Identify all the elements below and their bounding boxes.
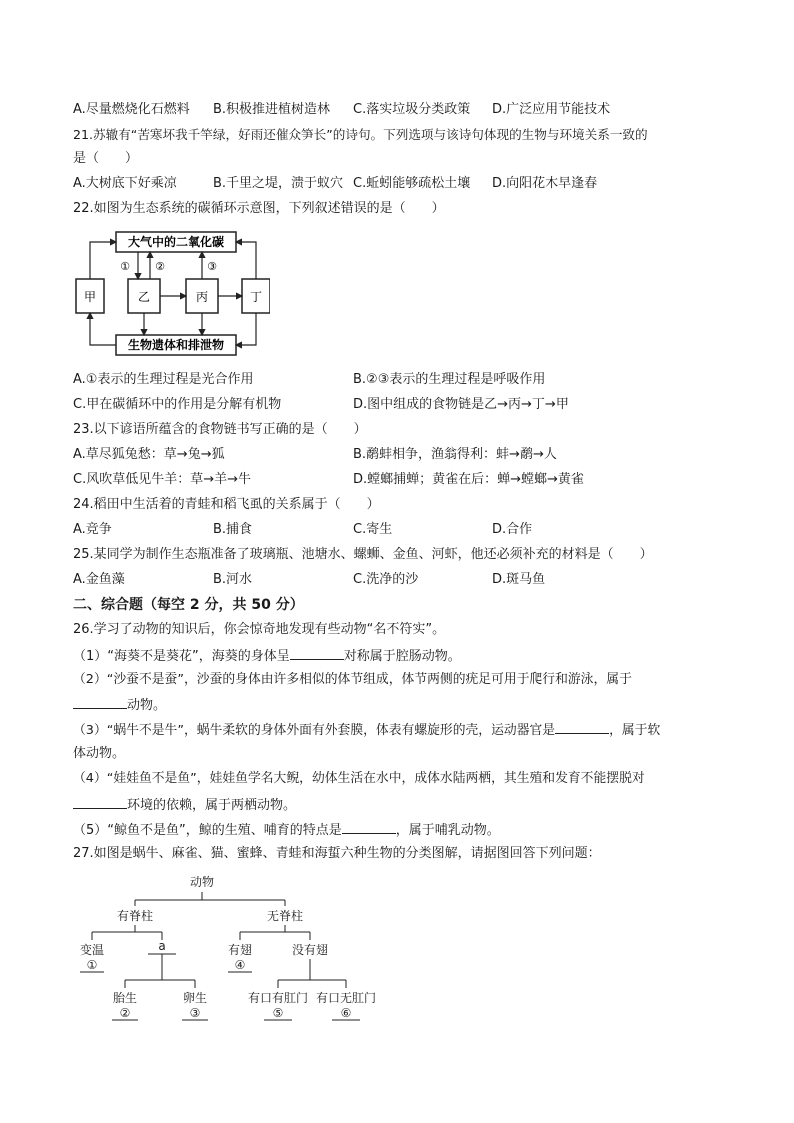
q22-option-c: C.甲在碳循环中的作用是分解有机物 (73, 397, 282, 412)
tree-winged: 有翅 (227, 943, 253, 957)
classification-tree (70, 870, 390, 1030)
label-bing: 丙 (195, 290, 209, 304)
q22-option-d: D.图中组成的食物链是乙→丙→丁→甲 (353, 397, 569, 412)
marker-1: ① (120, 260, 130, 273)
answer-blank[interactable] (342, 821, 396, 834)
marker-3: ③ (207, 260, 217, 273)
tree-invertebrate: 无脊柱 (266, 909, 304, 923)
q22-option-a: A.①表示的生理过程是光合作用 (73, 372, 254, 387)
tree-root: 动物 (189, 875, 215, 889)
q25-stem: 25.某同学为制作生态瓶准备了玻璃瓶、池塘水、螺蛳、金鱼、河虾，他还必须补充的材料是（ ） (73, 547, 653, 562)
section2-title: 二、综合题（每空 2 分，共 50 分） (73, 597, 304, 613)
q23-option-a: A.草尽狐兔愁：草→兔→狐 (73, 447, 225, 462)
q25-option-b: B.河水 (213, 572, 253, 587)
tree-label-a: a (158, 939, 166, 953)
label-yi: 乙 (137, 290, 151, 304)
q20-option-d: D.广泛应用节能技术 (492, 102, 611, 117)
q24-option-a: A.竞争 (73, 522, 112, 537)
q26-part4-line1: （4）“娃娃鱼不是鱼”，娃娃鱼学名大鲵，幼体生活在水中，成体水陆两栖，其生殖和发育不能摆脱对 (73, 771, 645, 786)
co2-label: 大气中的二氧化碳 (127, 235, 225, 249)
tree-n2: ② (119, 1006, 131, 1020)
tree-with-anus: 有口有肛门 (247, 991, 309, 1005)
q23-stem: 23.以下谚语所蕴含的食物链书写正确的是（ ） (73, 422, 367, 437)
q25-option-a: A.金鱼藻 (73, 572, 125, 587)
q24-option-c: C.寄生 (353, 522, 393, 537)
q23-option-d: D.螳螂捕蝉；黄雀在后：蝉→螳螂→黄雀 (353, 472, 584, 487)
q24-stem: 24.稻田中生活着的青蛙和稻飞虱的关系属于（ ） (73, 497, 380, 512)
label-jia: 甲 (83, 290, 97, 304)
q21-option-d: D.向阳花木早逢春 (492, 176, 598, 191)
q20-option-a: A.尽量燃烧化石燃料 (73, 102, 190, 117)
tree-vertebrate: 有脊柱 (116, 909, 154, 923)
q21-option-c: C.蚯蚓能够疏松土壤 (353, 176, 471, 191)
answer-blank[interactable] (73, 696, 127, 709)
tree-without-anus: 有口无肛门 (315, 991, 377, 1005)
tree-cold-blooded: 变温 (79, 943, 105, 957)
q22-stem: 22.如图为生态系统的碳循环示意图，下列叙述错误的是（ ） (73, 201, 445, 216)
q23-option-b: B.鹬蚌相争，渔翁得利：蚌→鹬→人 (353, 447, 557, 462)
answer-blank[interactable] (73, 796, 127, 809)
q20-option-c: C.落实垃圾分类政策 (353, 102, 471, 117)
q26-part2-line1: （2）“沙蚕不是蚕”，沙蚕的身体由许多相似的体节组成，体节两侧的疣足可用于爬行和游泳，属于 (73, 672, 632, 687)
answer-blank[interactable] (290, 647, 344, 660)
q20-option-b: B.积极推进植树造林 (213, 102, 331, 117)
q25-option-c: C.洗净的沙 (353, 572, 419, 587)
q21-option-b: B.千里之堤，溃于蚁穴 (213, 176, 344, 191)
tree-n5: ⑤ (272, 1006, 284, 1020)
q21-stem-line2: 是（ ） (73, 151, 139, 166)
q27-stem: 27.如图是蜗牛、麻雀、猫、蜜蜂、青蛙和海蜇六种生物的分类图解，请据图回答下列问题： (73, 846, 601, 861)
tree-wingless: 没有翅 (291, 943, 329, 957)
q26-part2-line2: 动物。 (73, 696, 166, 714)
q21-option-a: A.大树底下好乘凉 (73, 176, 177, 191)
tree-n1: ① (86, 958, 98, 972)
q23-option-c: C.风吹草低见牛羊：草→羊→牛 (73, 472, 251, 487)
marker-2: ② (155, 260, 165, 273)
tree-oviparous: 卵生 (182, 991, 208, 1005)
q24-option-d: D.合作 (492, 522, 533, 537)
answer-blank[interactable] (555, 721, 609, 734)
tree-n3: ③ (189, 1006, 201, 1020)
carbon-cycle-diagram (70, 222, 270, 362)
q26-part1: （1）“海葵不是葵花”，海葵的身体呈 对称属于腔肠动物。 (73, 649, 461, 664)
remains-label: 生物遗体和排泄物 (127, 338, 225, 352)
q26-stem: 26.学习了动物的知识后，你会惊奇地发现有些动物“名不符实”。 (73, 622, 446, 637)
tree-n6: ⑥ (340, 1006, 352, 1020)
q26-part5: （5）“鲸鱼不是鱼”，鲸的生殖、哺育的特点是 ，属于哺乳动物。 (73, 823, 500, 838)
q26-part3-line1: （3）“蜗牛不是牛”，蜗牛柔软的身体外面有外套膜，体表有螺旋形的壳，运动器官是 ，属于软 (73, 723, 661, 738)
q26-part4-line2: 环境的依赖，属于两栖动物。 (73, 796, 296, 814)
q26-part3-line2: 体动物。 (73, 746, 126, 761)
q21-stem-line1: 21.苏辙有“苦寒坏我千竿绿，好雨还催众笋长”的诗句。下列选项与该诗句体现的生物与环境关系一致的 (73, 127, 648, 142)
q22-option-b: B.②③表示的生理过程是呼吸作用 (353, 372, 546, 387)
tree-n4: ④ (234, 958, 246, 972)
q24-option-b: B.捕食 (213, 522, 253, 537)
q25-option-d: D.斑马鱼 (492, 572, 546, 587)
label-ding: 丁 (249, 290, 263, 304)
tree-viviparous: 胎生 (112, 991, 138, 1005)
